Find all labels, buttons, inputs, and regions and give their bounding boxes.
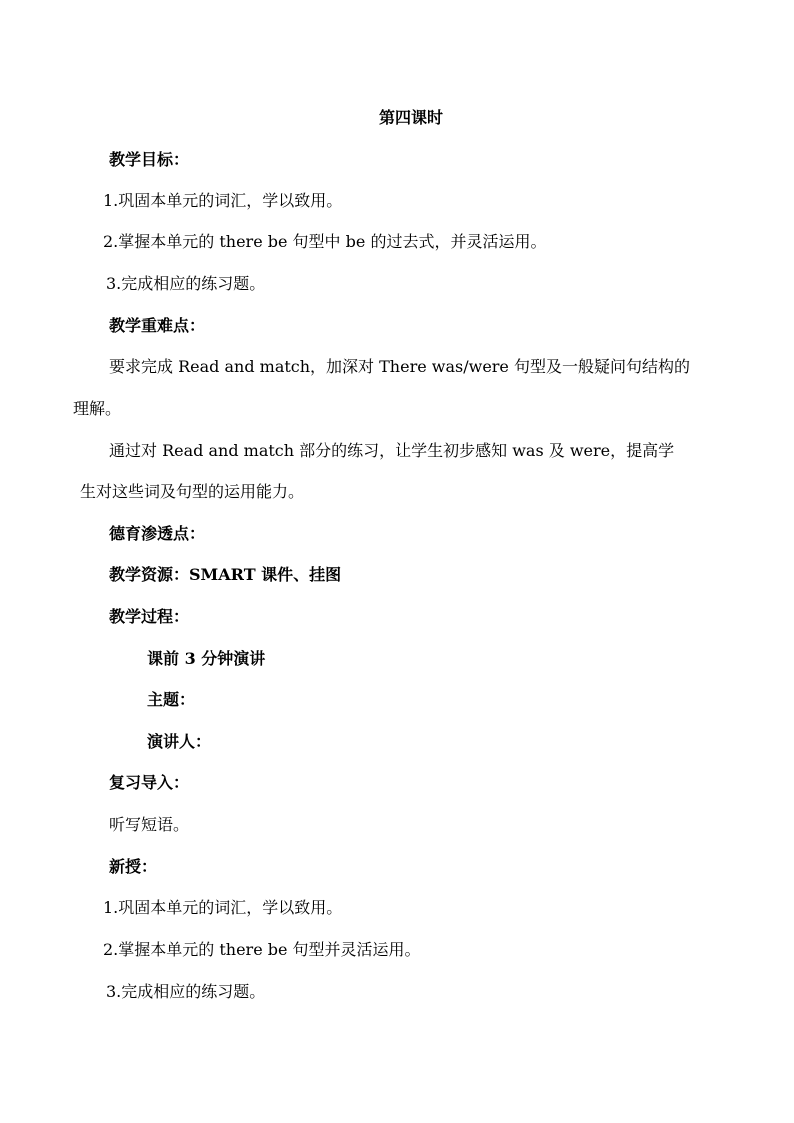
review-heading: 复习导入： <box>109 773 190 792</box>
key-points-para1-line1: 要求完成 Read and match，加深对 There was/were 句型及一般疑问句结构的 <box>109 357 690 376</box>
speech-speaker: 演讲人： <box>147 732 212 751</box>
key-points-para2-line2: 生对这些词及句型的运用能力。 <box>80 482 305 501</box>
new-item-3: 3.完成相应的练习题。 <box>106 982 266 1001</box>
goals-heading: 教学目标： <box>109 150 190 169</box>
process-heading: 教学过程： <box>109 607 190 626</box>
goal-item-1: 1.巩固本单元的词汇，学以致用。 <box>103 191 343 210</box>
goal-item-3: 3.完成相应的练习题。 <box>106 274 266 293</box>
moral-heading: 德育渗透点： <box>109 524 206 543</box>
review-text: 听写短语。 <box>109 815 190 834</box>
key-points-heading: 教学重难点： <box>109 316 206 335</box>
new-item-1: 1.巩固本单元的词汇，学以致用。 <box>103 898 343 917</box>
new-item-2: 2.掌握本单元的 there be 句型并灵活运用。 <box>103 940 421 959</box>
speech-topic: 主题： <box>147 690 196 709</box>
resources-line: 教学资源：SMART 课件、挂图 <box>109 565 342 584</box>
goal-item-2: 2.掌握本单元的 there be 句型中 be 的过去式，并灵活运用。 <box>103 232 547 251</box>
key-points-para2-line1: 通过对 Read and match 部分的练习，让学生初步感知 was 及 were，提高学 <box>109 441 675 460</box>
page-title: 第四课时 <box>379 108 444 127</box>
new-heading: 新授： <box>109 857 158 876</box>
key-points-para1-line2: 理解。 <box>73 399 122 418</box>
speech-title: 课前 3 分钟演讲 <box>147 649 266 668</box>
